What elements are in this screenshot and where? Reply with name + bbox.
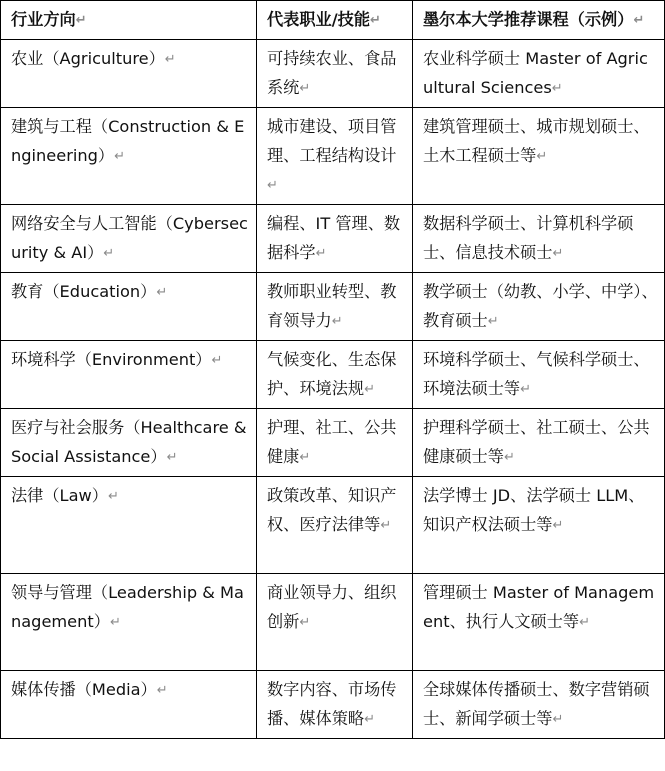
cell-industry: 农业（Agriculture）↵: [1, 40, 257, 108]
table-row: [1, 273, 665, 341]
paragraph-mark: ↵: [267, 178, 278, 193]
paragraph-mark: ↵: [552, 518, 564, 533]
cell-occupation: 教师职业转型、教育领导力↵: [257, 273, 413, 341]
paragraph-mark: ↵: [107, 489, 119, 504]
table-row: [1, 40, 665, 108]
cell-course: 护理科学硕士、社工硕士、公共健康硕士等↵: [413, 409, 665, 477]
cell-course: 建筑管理硕士、城市规划硕士、土木工程硕士等↵: [413, 108, 665, 205]
paragraph-mark: ↵: [109, 615, 121, 630]
paragraph-mark: ↵: [114, 149, 125, 164]
paragraph-mark: ↵: [552, 712, 564, 727]
table-row: [1, 409, 665, 477]
paragraph-mark: ↵: [487, 314, 499, 329]
paragraph-mark: ↵: [211, 353, 223, 368]
paragraph-mark: ↵: [579, 615, 590, 630]
paragraph-mark: ↵: [633, 13, 645, 28]
cell-industry: 网络安全与人工智能（Cybersecurity & AI）↵: [1, 205, 257, 273]
cell-industry: 领导与管理（Leadership & Management）↵: [1, 574, 257, 671]
paragraph-mark: ↵: [370, 13, 381, 28]
table-row: [1, 477, 665, 574]
table-row: [1, 341, 665, 409]
table-row: [1, 108, 665, 205]
paragraph-mark: ↵: [520, 382, 532, 397]
paragraph-mark: ↵: [552, 246, 564, 261]
paragraph-mark: ↵: [164, 52, 176, 67]
cell-course: 农业科学硕士 Master of Agricultural Sciences↵: [413, 40, 665, 108]
cell-occupation: 气候变化、生态保护、环境法规↵: [257, 341, 413, 409]
paragraph-mark: ↵: [103, 246, 115, 261]
paragraph-mark: ↵: [331, 314, 343, 329]
header-industry: 行业方向↵: [1, 1, 257, 40]
header-occupation: 代表职业/技能↵: [257, 1, 413, 40]
paragraph-mark: ↵: [299, 81, 311, 96]
paragraph-mark: ↵: [299, 450, 311, 465]
cell-industry: 媒体传播（Media）↵: [1, 671, 257, 739]
cell-course: 全球媒体传播硕士、数字营销硕士、新闻学硕士等↵: [413, 671, 665, 739]
cell-course: 管理硕士 Master of Management、执行人文硕士等↵: [413, 574, 665, 671]
cell-occupation: 可持续农业、食品系统↵: [257, 40, 413, 108]
table-row: [1, 574, 665, 671]
cell-industry: 环境科学（Environment）↵: [1, 341, 257, 409]
paragraph-mark: ↵: [299, 615, 311, 630]
table-row: [1, 671, 665, 739]
paragraph-mark: ↵: [503, 450, 515, 465]
paragraph-mark: ↵: [536, 149, 548, 164]
cell-occupation: 政策改革、知识产权、医疗法律等↵: [257, 477, 413, 574]
cell-industry: 教育（Education）↵: [1, 273, 257, 341]
cell-occupation: 商业领导力、组织创新↵: [257, 574, 413, 671]
cell-industry: 法律（Law）↵: [1, 477, 257, 574]
cell-course: 法学博士 JD、法学硕士 LLM、知识产权法硕士等↵: [413, 477, 665, 574]
paragraph-mark: ↵: [156, 285, 168, 300]
paragraph-mark: ↵: [75, 13, 87, 28]
cell-occupation: 编程、IT 管理、数据科学↵: [257, 205, 413, 273]
cell-occupation: 护理、社工、公共健康↵: [257, 409, 413, 477]
paragraph-mark: ↵: [364, 382, 376, 397]
paragraph-mark: ↵: [364, 712, 376, 727]
cell-course: 教学硕士（幼教、小学、中学）、教育硕士↵: [413, 273, 665, 341]
paragraph-mark: ↵: [166, 450, 178, 465]
paragraph-mark: ↵: [551, 81, 563, 96]
paragraph-mark: ↵: [315, 246, 327, 261]
header-course: 墨尔本大学推荐课程（示例）↵: [413, 1, 665, 40]
table-row: [1, 205, 665, 273]
cell-industry: 医疗与社会服务（Healthcare & Social Assistance）↵: [1, 409, 257, 477]
paragraph-mark: ↵: [156, 683, 168, 698]
cell-course: 数据科学硕士、计算机科学硕士、信息技术硕士↵: [413, 205, 665, 273]
cell-course: 环境科学硕士、气候科学硕士、环境法硕士等↵: [413, 341, 665, 409]
cell-occupation: 城市建设、项目管理、工程结构设计↵: [257, 108, 413, 205]
cell-occupation: 数字内容、市场传播、媒体策略↵: [257, 671, 413, 739]
table-header-row: [1, 1, 665, 40]
paragraph-mark: ↵: [380, 518, 392, 533]
cell-industry: 建筑与工程（Construction & Engineering）↵: [1, 108, 257, 205]
